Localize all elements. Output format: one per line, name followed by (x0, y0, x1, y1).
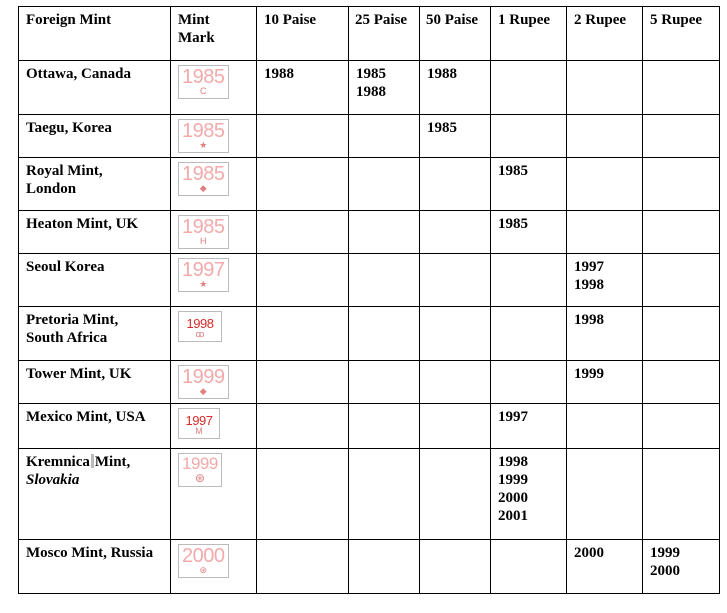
year-value: 1999 (650, 545, 680, 561)
mint-name (19, 449, 171, 540)
mint-mark-year: 1985 (182, 216, 225, 238)
year-value: 1985 (427, 120, 457, 136)
mint-mark-year: 1985 (182, 66, 225, 88)
value-1-rupee (491, 61, 567, 115)
value-2-rupee (567, 404, 643, 449)
mint-mark-year: 1997 (182, 259, 225, 281)
mint-mark-image (178, 65, 229, 99)
year-value: 2000 (498, 490, 528, 506)
mint-mark-symbol: C (200, 86, 207, 96)
mint-name: Mosco Mint, Russia (19, 540, 171, 594)
value-10-paise (257, 158, 349, 211)
mint-mark-symbol: ★ (199, 279, 208, 289)
year-value: 1985 (498, 216, 528, 232)
year-value: 1988 (356, 84, 386, 100)
mint-mark-cell (171, 540, 257, 594)
header-mint-mark (171, 7, 257, 61)
value-25-paise (349, 404, 420, 449)
mint-name-line: Royal Mint, (26, 163, 103, 179)
value-25-paise (349, 307, 420, 361)
value-25-paise (349, 61, 420, 115)
header-10-paise: 10 Paise (257, 7, 349, 61)
mint-mark-symbol: H (200, 236, 207, 246)
table-row (19, 449, 720, 540)
year-value: 1997 (574, 259, 604, 275)
value-5-rupee (643, 158, 720, 211)
value-1-rupee (491, 158, 567, 211)
value-10-paise (257, 404, 349, 449)
table-row (19, 115, 720, 158)
mint-mark-cell (171, 254, 257, 307)
value-2-rupee (567, 211, 643, 254)
mint-mark-year: 1997 (185, 413, 213, 428)
year-value: 1988 (264, 66, 294, 82)
value-10-paise (257, 449, 349, 540)
table-row (19, 211, 720, 254)
value-10-paise (257, 540, 349, 594)
value-25-paise (349, 254, 420, 307)
mint-mark-cell (171, 449, 257, 540)
header-50-paise: 50 Paise (420, 7, 491, 61)
mint-mark-cell (171, 211, 257, 254)
value-5-rupee (643, 211, 720, 254)
mint-mark-image (178, 408, 220, 439)
year-value: 1997 (498, 409, 528, 425)
mint-mark-symbol: ★ (199, 140, 208, 150)
table-row (19, 254, 720, 307)
value-2-rupee (567, 307, 643, 361)
mint-mark-symbol: M (195, 426, 203, 436)
value-25-paise (349, 158, 420, 211)
mint-name-line: Kremnica (26, 454, 90, 470)
value-5-rupee (643, 61, 720, 115)
mint-name: Heaton Mint, UK (19, 211, 171, 254)
value-50-paise (420, 211, 491, 254)
value-1-rupee (491, 307, 567, 361)
mint-name: Tower Mint, UK (19, 361, 171, 404)
mint-mark-symbol: ◆ (199, 183, 207, 193)
value-5-rupee (643, 449, 720, 540)
mint-name: Seoul Korea (19, 254, 171, 307)
mint-name-line: South Africa (26, 330, 108, 346)
value-50-paise (420, 254, 491, 307)
value-5-rupee (643, 307, 720, 361)
header-25-paise: 25 Paise (349, 7, 420, 61)
value-5-rupee (643, 254, 720, 307)
mint-mark-image (178, 453, 222, 487)
mint-name-line: Slovakia (26, 472, 80, 488)
value-50-paise (420, 158, 491, 211)
value-1-rupee (491, 361, 567, 404)
value-25-paise (349, 361, 420, 404)
mint-name (19, 307, 171, 361)
value-1-rupee (491, 211, 567, 254)
value-50-paise (420, 404, 491, 449)
mint-name: Mexico Mint, USA (19, 404, 171, 449)
mint-mark-symbol: ⊛ (199, 565, 208, 575)
value-2-rupee (567, 61, 643, 115)
value-50-paise (420, 361, 491, 404)
value-2-rupee (567, 115, 643, 158)
value-10-paise (257, 61, 349, 115)
header-row (19, 7, 720, 61)
mint-mark-cell (171, 404, 257, 449)
value-5-rupee (643, 404, 720, 449)
value-50-paise (420, 307, 491, 361)
value-10-paise (257, 307, 349, 361)
mint-name-line: London (26, 181, 77, 197)
mint-table (18, 6, 720, 594)
value-5-rupee (643, 115, 720, 158)
mint-mark-image (178, 162, 229, 196)
header-1-rupee: 1 Rupee (491, 7, 567, 61)
mint-mark-image (178, 258, 229, 292)
mint-mark-cell (171, 158, 257, 211)
header-mint-mark-label: Mint Mark (178, 12, 215, 46)
mint-mark-year: 2000 (182, 545, 225, 567)
year-value: 1988 (427, 66, 457, 82)
header-2-rupee: 2 Rupee (567, 7, 643, 61)
text-cursor (91, 454, 94, 468)
value-25-paise (349, 115, 420, 158)
value-2-rupee (567, 254, 643, 307)
mint-mark-year: 1985 (182, 163, 225, 185)
table-row (19, 307, 720, 361)
mint-mark-year: 1999 (182, 454, 218, 473)
value-1-rupee (491, 404, 567, 449)
value-2-rupee (567, 361, 643, 404)
value-25-paise (349, 540, 420, 594)
year-value: 2000 (650, 563, 680, 579)
table-row (19, 61, 720, 115)
value-10-paise (257, 361, 349, 404)
header-5-rupee: 5 Rupee (643, 7, 720, 61)
table-row (19, 361, 720, 404)
value-50-paise (420, 61, 491, 115)
value-50-paise (420, 115, 491, 158)
table-row (19, 404, 720, 449)
value-1-rupee (491, 254, 567, 307)
mint-mark-year: 1985 (182, 120, 225, 142)
year-value: 1998 (574, 312, 604, 328)
mint-name: Ottawa, Canada (19, 61, 171, 115)
value-2-rupee (567, 158, 643, 211)
mint-mark-cell (171, 307, 257, 361)
mint-mark-symbol: ⊛ (194, 471, 205, 485)
value-10-paise (257, 115, 349, 158)
value-25-paise (349, 211, 420, 254)
year-value: 2001 (498, 508, 528, 524)
value-2-rupee (567, 540, 643, 594)
year-value: 1985 (498, 163, 528, 179)
year-value: 2000 (574, 545, 604, 561)
value-1-rupee (491, 115, 567, 158)
year-value: 1999 (498, 472, 528, 488)
value-1-rupee (491, 540, 567, 594)
value-25-paise (349, 449, 420, 540)
year-value: 1985 (356, 66, 386, 82)
table-row (19, 540, 720, 594)
value-50-paise (420, 540, 491, 594)
mint-name (19, 158, 171, 211)
year-value: 1998 (574, 277, 604, 293)
year-value: 1998 (498, 454, 528, 470)
value-10-paise (257, 211, 349, 254)
table-row (19, 158, 720, 211)
value-50-paise (420, 449, 491, 540)
mint-mark-year: 1999 (182, 366, 225, 388)
mint-mark-image (178, 215, 229, 249)
year-value: 1999 (574, 366, 604, 382)
header-foreign-mint: Foreign Mint (19, 7, 171, 61)
value-1-rupee (491, 449, 567, 540)
value-2-rupee (567, 449, 643, 540)
mint-mark-cell (171, 61, 257, 115)
mint-mark-image (178, 311, 222, 342)
mint-mark-image (178, 365, 229, 399)
mint-name-line: Mint, (94, 454, 131, 470)
mint-name-line: Pretoria Mint, (26, 312, 119, 328)
mint-mark-image (178, 544, 229, 578)
mint-mark-cell (171, 115, 257, 158)
mint-name: Taegu, Korea (19, 115, 171, 158)
value-10-paise (257, 254, 349, 307)
value-5-rupee (643, 540, 720, 594)
mint-mark-symbol: ꝏ (195, 329, 205, 339)
value-5-rupee (643, 361, 720, 404)
mint-mark-cell (171, 361, 257, 404)
mint-mark-year: 1998 (186, 316, 214, 331)
mint-mark-symbol: ◆ (199, 386, 207, 396)
mint-mark-image (178, 119, 229, 153)
